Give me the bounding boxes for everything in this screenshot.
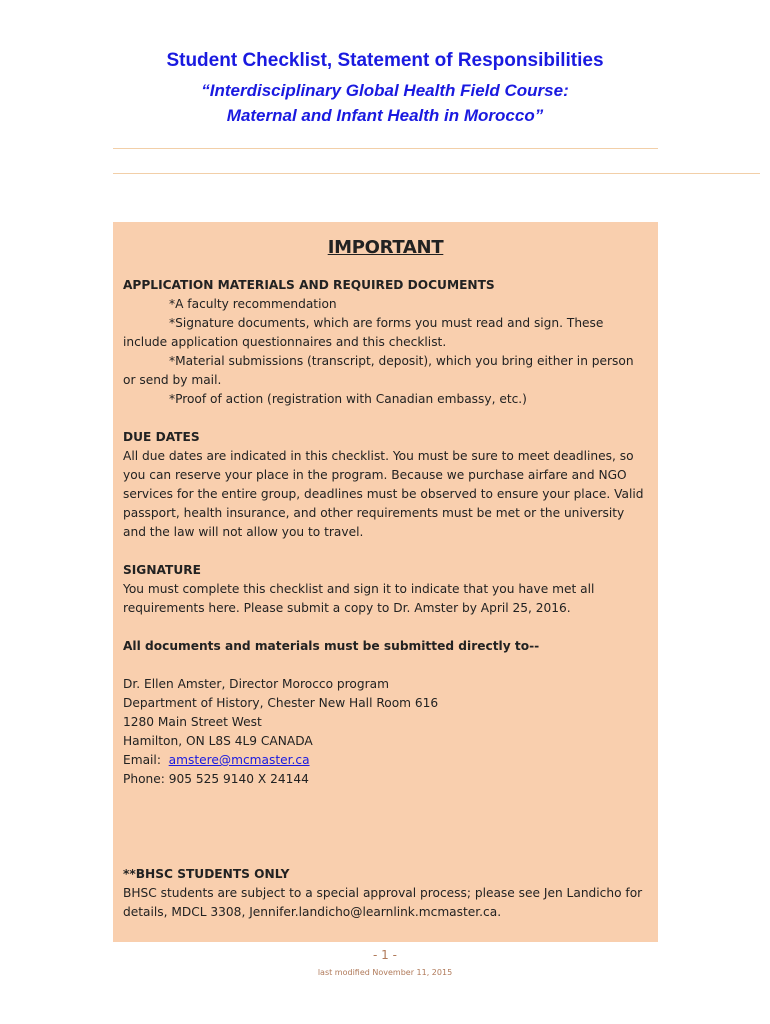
submit-note: All documents and materials must be submitted directly to--: [123, 639, 540, 653]
page-number: - 1 -: [373, 948, 397, 962]
due-dates-heading: DUE DATES: [123, 430, 200, 444]
signature-heading: SIGNATURE: [123, 563, 201, 577]
bhsc-text: BHSC students are subject to a special approval process; please see Jen Landicho for details, MDCL 3308, Jennifer.landicho@learnlink.mcmaster.ca.: [123, 886, 643, 919]
contact-department: Department of History, Chester New Hall Room 616: [123, 696, 439, 710]
important-box: [113, 222, 658, 942]
application-materials-heading: APPLICATION MATERIALS AND REQUIRED DOCUMENTS: [123, 278, 495, 292]
due-dates-text: All due dates are indicated in this checklist. You must be sure to meet deadlines, so you can reserve your place in the program. Because we purchase airfare and NGO services for the entire group, deadlines must be observed to ensure your place. Valid passport, health insurance, and other requirements must be met or the university and the law will not allow you to travel.: [123, 449, 644, 539]
last-modified-note: last modified November 11, 2015: [317, 968, 453, 977]
document-title: Student Checklist, Statement of Responsibilities: [166, 50, 604, 71]
course-subtitle-line-2: Maternal and Infant Health in Morocco”: [226, 106, 544, 125]
application-item-proof-of-action: *Proof of action (registration with Canadian embassy, etc.): [169, 392, 527, 406]
contact-phone: Phone: 905 525 9140 X 24144: [123, 772, 309, 786]
divider-line-2: [113, 173, 760, 174]
important-heading: IMPORTANT: [327, 237, 444, 258]
contact-name: Dr. Ellen Amster, Director Morocco program: [123, 677, 389, 691]
application-item-faculty-recommendation: *A faculty recommendation: [169, 297, 337, 311]
application-item-material-submissions: *Material submissions (transcript, deposit), which you bring either in person or send by mail.: [123, 354, 634, 387]
signature-text: You must complete this checklist and sign it to indicate that you have met all requirements here. Please submit a copy to Dr. Amster by April 25, 2016.: [123, 582, 595, 615]
contact-email-label: Email:: [123, 753, 161, 767]
contact-email-link[interactable]: amstere@mcmaster.ca: [168, 753, 310, 767]
divider-line-1: [113, 148, 658, 149]
bhsc-heading: **BHSC STUDENTS ONLY: [123, 867, 290, 881]
application-item-signature-documents: *Signature documents, which are forms you must read and sign. These include application questionnaires and this checklist.: [123, 316, 604, 349]
course-subtitle-line-1: “Interdisciplinary Global Health Field Course:: [201, 81, 569, 100]
contact-city: Hamilton, ON L8S 4L9 CANADA: [123, 734, 313, 748]
contact-street: 1280 Main Street West: [123, 715, 262, 729]
contact-email-line: [123, 751, 648, 770]
